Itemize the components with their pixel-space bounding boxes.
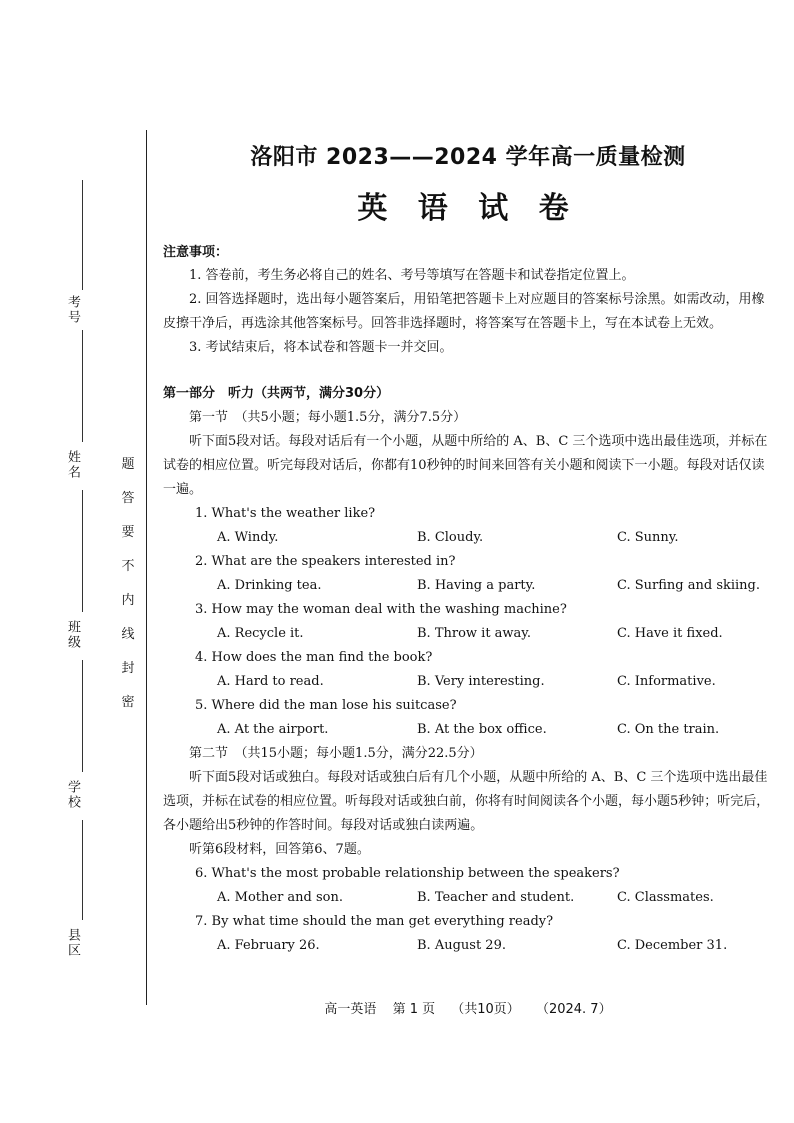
option-b[interactable]: B. August 29. xyxy=(417,938,506,953)
options-row xyxy=(163,886,773,910)
options-row xyxy=(163,622,773,646)
seal-char: 线 xyxy=(121,627,135,642)
seal-char: 不 xyxy=(121,559,135,574)
option-b[interactable]: B. Teacher and student. xyxy=(417,890,575,905)
question-block xyxy=(163,862,773,910)
question-text: 5. Where did the man lose his suitcase? xyxy=(195,698,457,713)
options-row xyxy=(163,574,773,598)
option-b[interactable]: B. Having a party. xyxy=(417,578,536,593)
option-b[interactable]: B. Cloudy. xyxy=(417,530,484,545)
question-text: 3. How may the woman deal with the washing machine? xyxy=(195,602,567,617)
question-block xyxy=(163,646,773,694)
question-text: 4. How does the man find the book? xyxy=(195,650,433,665)
option-a[interactable]: A. Recycle it. xyxy=(217,626,304,641)
seal-char: 要 xyxy=(121,525,135,540)
option-c[interactable]: C. December 31. xyxy=(617,938,728,953)
option-a[interactable]: A. Mother and son. xyxy=(217,890,344,905)
option-c[interactable]: C. On the train. xyxy=(617,722,720,737)
option-c[interactable]: C. Classmates. xyxy=(617,890,714,905)
option-a[interactable]: A. Windy. xyxy=(217,530,279,545)
exam-subject: 英 语 试 卷 xyxy=(357,191,579,226)
seal-line-notice xyxy=(118,448,138,720)
question-text: 6. What's the most probable relationship between the speakers? xyxy=(195,866,620,881)
option-c[interactable]: C. Have it fixed. xyxy=(617,626,723,641)
section2-instructions: 听下面5段对话或独白。每段对话或独白后有几个小题，从题中所给的 A、B、C 三个选项中选出最佳选项，并标在试卷的相应位置。听每段对话或独白前，你将有时间阅读各个小题，每小题5秒钟；听完后，各小题给出5秒钟的作答时间。每段对话或独白读两遍。 xyxy=(163,770,770,833)
seal-char: 封 xyxy=(121,661,135,676)
section1-heading: 第一节 （共5小题；每小题1.5分，满分7.5分） xyxy=(189,410,467,425)
option-b[interactable]: B. Very interesting. xyxy=(417,674,545,689)
class-label: 班级 xyxy=(65,620,80,650)
options-row xyxy=(163,718,773,742)
question-block xyxy=(163,550,773,598)
question-block xyxy=(163,502,773,550)
option-b[interactable]: B. Throw it away. xyxy=(417,626,532,641)
exam-title: 洛阳市 2023——2024 学年高一质量检测 xyxy=(250,145,686,170)
note-item: 3. 考试结束后，将本试卷和答题卡一并交回。 xyxy=(189,340,453,355)
question-text: 7. By what time should the man get everything ready? xyxy=(195,914,554,929)
options-row xyxy=(163,670,773,694)
question-text: 1. What's the weather like? xyxy=(195,506,376,521)
seal-char: 密 xyxy=(121,695,135,710)
exam-number-label: 考号 xyxy=(65,295,80,325)
page-footer xyxy=(163,998,773,1017)
option-c[interactable]: C. Surfing and skiing. xyxy=(617,578,761,593)
county-field[interactable] xyxy=(82,820,83,920)
question-text: 2. What are the speakers interested in? xyxy=(195,554,456,569)
seal-char: 内 xyxy=(121,593,135,608)
option-a[interactable]: A. Drinking tea. xyxy=(217,578,322,593)
school-field[interactable] xyxy=(82,660,83,772)
class-field[interactable] xyxy=(82,490,83,612)
note-item: 1. 答卷前，考生务必将自己的姓名、考号等填写在答题卡和试卷指定位置上。 xyxy=(189,268,635,283)
seal-char: 答 xyxy=(121,491,135,506)
question-block xyxy=(163,694,773,742)
footer-date: （2024. 7） xyxy=(535,1002,612,1017)
footer-page-number: 第 1 页 xyxy=(392,1002,436,1017)
option-b[interactable]: B. At the box office. xyxy=(417,722,547,737)
note-item: 2. 回答选择题时，选出每小题答案后，用铅笔把答题卡上对应题目的答案标号涂黑。如需改动，用橡皮擦干净后，再选涂其他答案标号。回答非选择题时，将答案写在答题卡上，写在本试卷上无效。 xyxy=(163,292,765,331)
option-c[interactable]: C. Informative. xyxy=(617,674,716,689)
question-block xyxy=(163,598,773,646)
seal-char: 题 xyxy=(121,457,135,472)
school-label: 学校 xyxy=(65,780,80,810)
options-row xyxy=(163,526,773,550)
exam-content xyxy=(163,140,773,958)
options-row xyxy=(163,934,773,958)
binding-margin-line xyxy=(146,130,147,1005)
option-a[interactable]: A. At the airport. xyxy=(217,722,329,737)
part1-heading: 第一部分 听力（共两节，满分30分） xyxy=(163,386,390,401)
notes-heading: 注意事项： xyxy=(163,245,229,260)
section1-instructions: 听下面5段对话。每段对话后有一个小题，从题中所给的 A、B、C 三个选项中选出最佳选项，并标在试卷的相应位置。听完每段对话后，你都有10秒钟的时间来回答有关小题和阅读下一小题。每段对话仅读一遍。 xyxy=(163,434,768,497)
name-field[interactable] xyxy=(82,330,83,442)
name-label: 姓名 xyxy=(65,450,80,480)
footer-total-pages: （共10页） xyxy=(451,1002,520,1017)
option-a[interactable]: A. February 26. xyxy=(217,938,320,953)
exam-number-field[interactable] xyxy=(82,180,83,290)
question-block xyxy=(163,910,773,958)
option-c[interactable]: C. Sunny. xyxy=(617,530,679,545)
material-note: 听第6段材料，回答第6、7题。 xyxy=(189,842,370,857)
footer-subject: 高一英语 xyxy=(324,1002,377,1017)
option-a[interactable]: A. Hard to read. xyxy=(217,674,324,689)
county-label: 县区 xyxy=(65,928,80,958)
section2-heading: 第二节 （共15小题；每小题1.5分，满分22.5分） xyxy=(189,746,483,761)
